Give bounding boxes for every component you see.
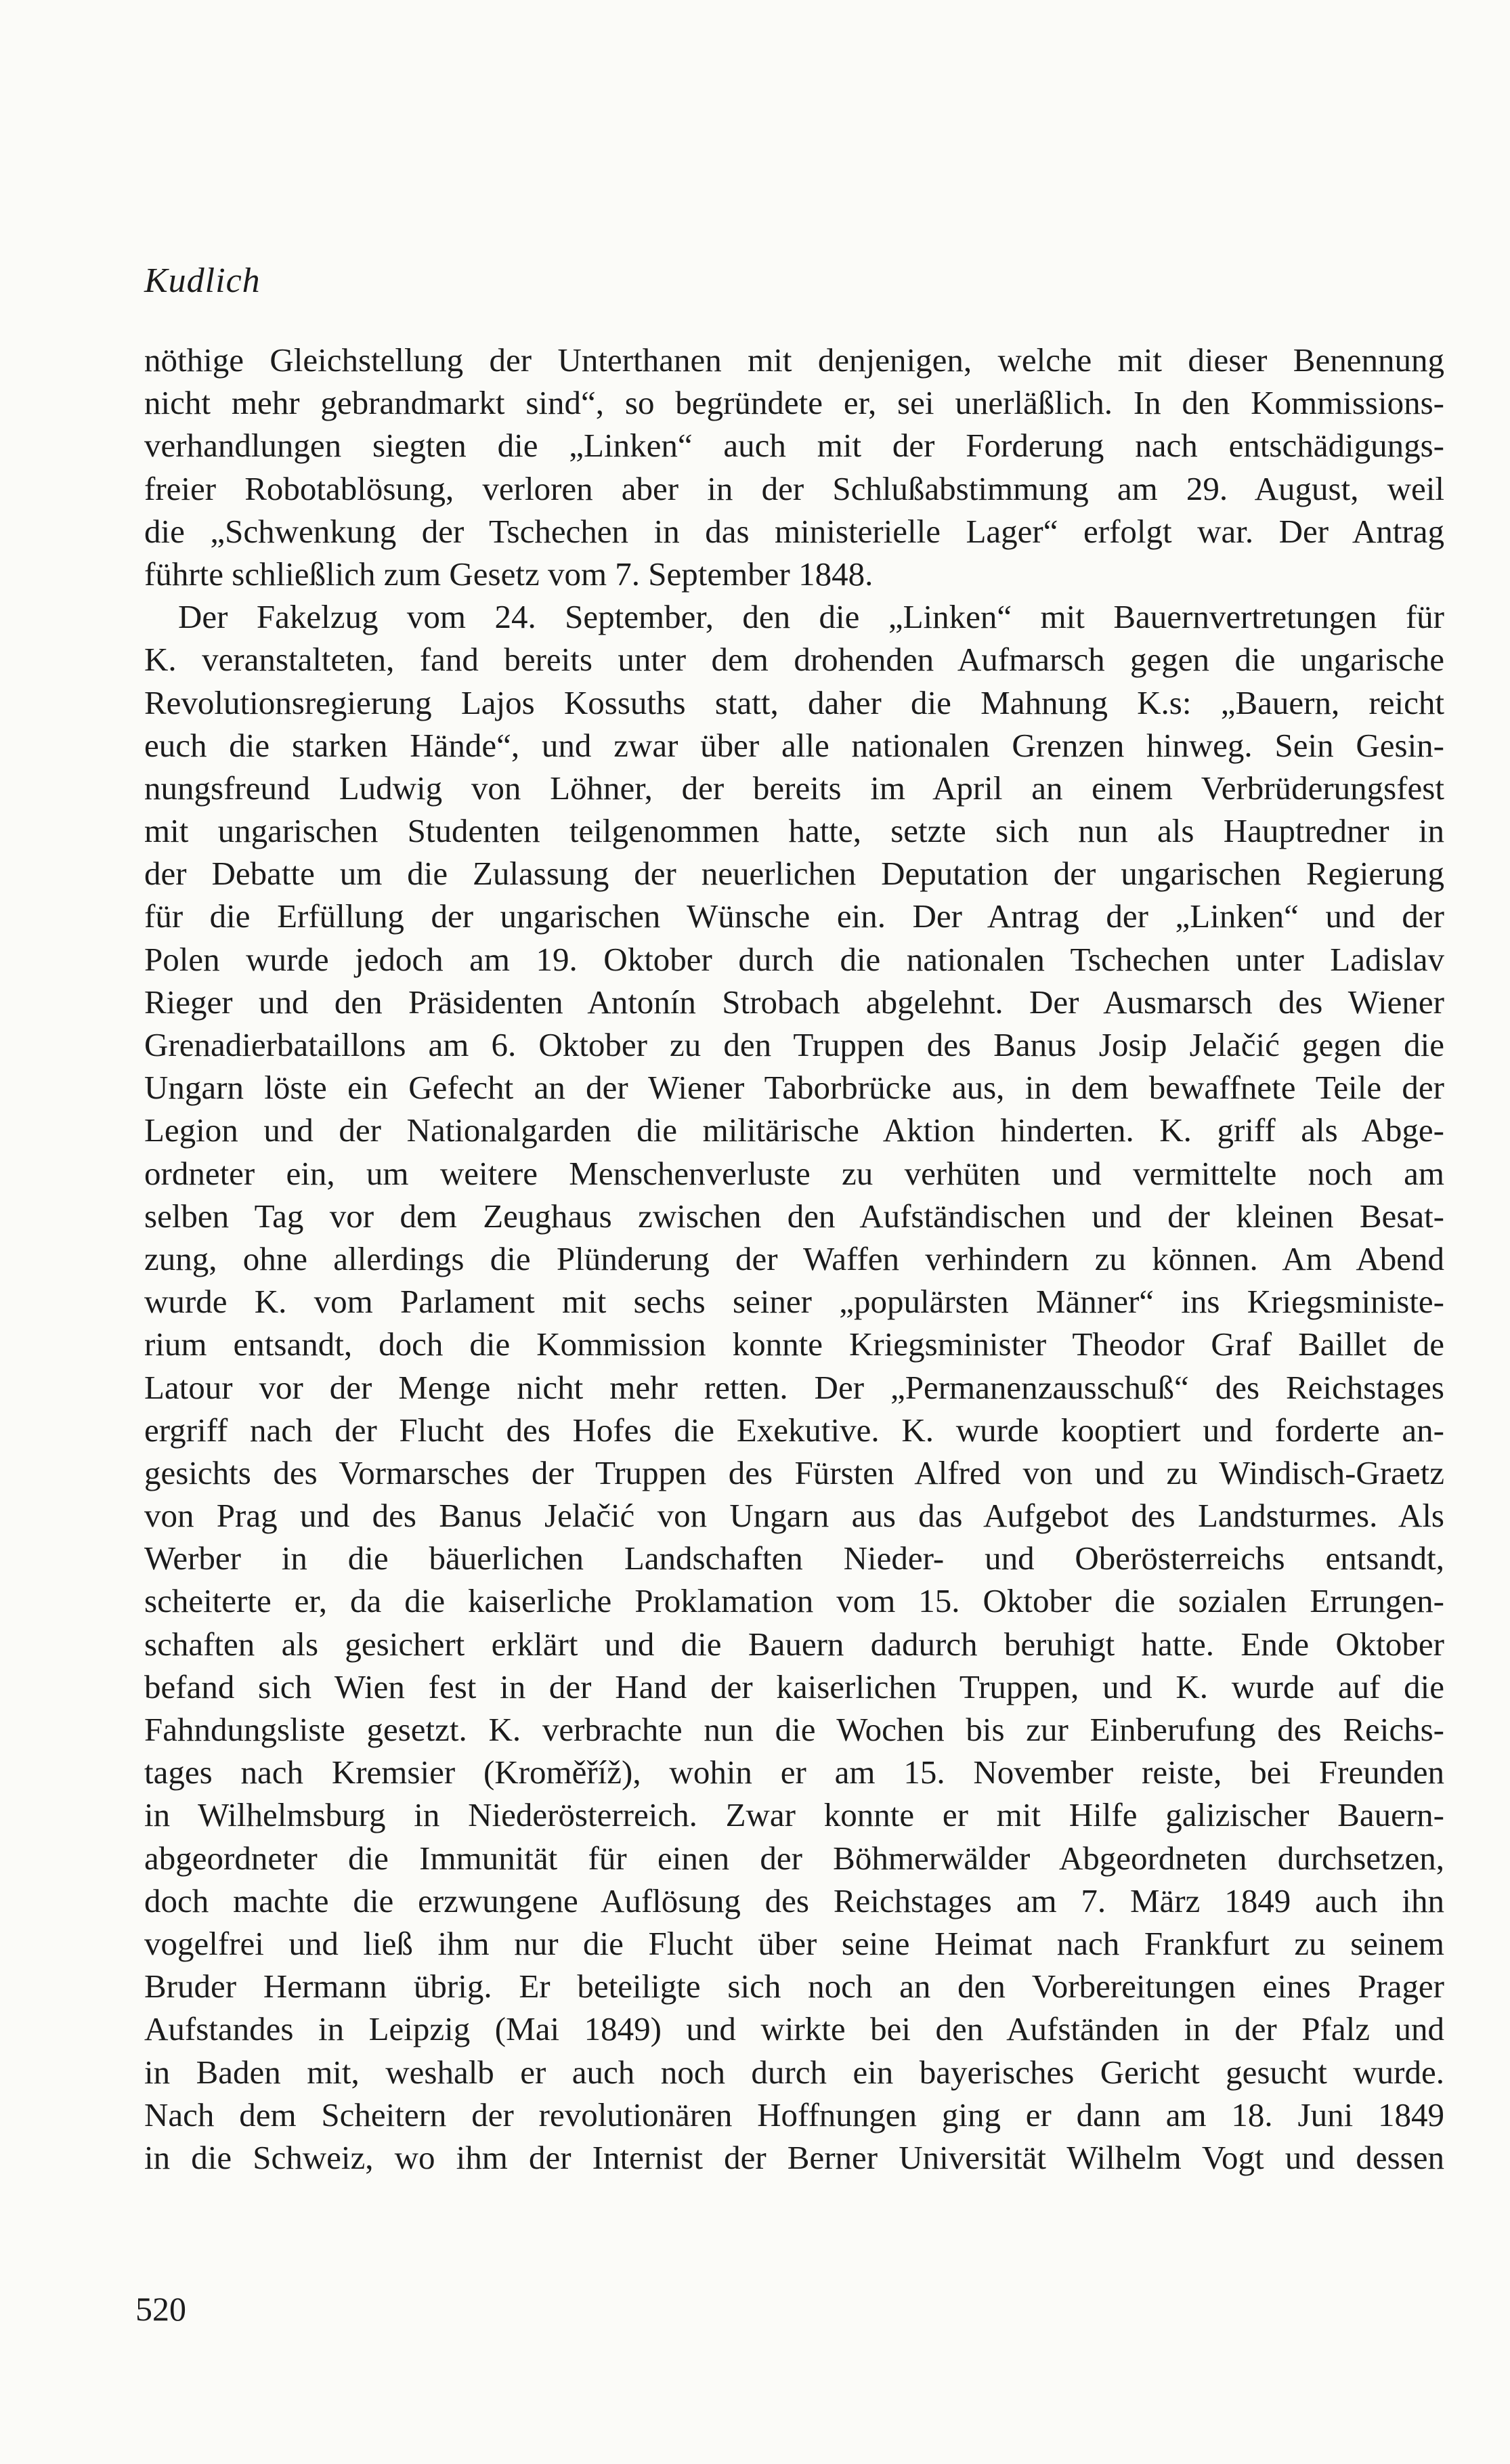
text-line: Ungarn löste ein Gefecht an der Wiener Taborbrücke aus, in dem bewaffnete Teile der [144,1069,1444,1107]
text-line: von Prag und des Banus Jelačić von Ungarn aus das Aufgebot des Landsturmes. Als [144,1497,1444,1535]
running-title: Kudlich [144,261,261,300]
text-line: in Baden mit, weshalb er auch noch durch ein bayerisches Gericht gesucht wurde. [144,2053,1444,2091]
text-line: befand sich Wien fest in der Hand der kaiserlichen Truppen, und K. wurde auf die [144,1668,1444,1705]
text-line: Latour vor der Menge nicht mehr retten. Der „Permanenzausschuß“ des Reichstages [144,1368,1444,1406]
text-line: rium entsandt, doch die Kommission konnte Kriegsminister Theodor Graf Baillet de [144,1325,1444,1363]
text-line: tages nach Kremsier (Kroměříž), wohin er am 15. November reiste, bei Freunden [144,1754,1444,1791]
text-line: nöthige Gleichstellung der Unterthanen mit denjenigen, welche mit dieser Benennung [144,341,1444,379]
text-line: Rieger und den Präsidenten Antonín Strobach abgelehnt. Der Ausmarsch des Wiener [144,983,1444,1021]
text-line: in Wilhelmsburg in Niederösterreich. Zwar konnte er mit Hilfe galizischer Bauern- [144,1796,1444,1834]
text-line: der Debatte um die Zulassung der neuerlichen Deputation der ungarischen Regierung [144,855,1444,893]
text-line: Werber in die bäuerlichen Landschaften Nieder- und Oberösterreichs entsandt, [144,1539,1444,1577]
text-line: führte schließlich zum Gesetz vom 7. September 1848. [144,555,873,593]
text-line: wurde K. vom Parlament mit sechs seiner „populärsten Männer“ ins Kriegsministe- [144,1283,1444,1321]
text-line: Legion und der Nationalgarden die militärische Aktion hinderten. K. griff als Abge- [144,1111,1444,1149]
text-line: gesichts des Vormarsches der Truppen des Fürsten Alfred von und zu Windisch-Graetz [144,1453,1444,1491]
text-line: zung, ohne allerdings die Plünderung der Waffen verhindern zu können. Am Abend [144,1239,1444,1277]
text-line: Bruder Hermann übrig. Er beteiligte sich noch an den Vorbereitungen eines Prager [144,1968,1444,2005]
text-line: freier Robotablösung, verloren aber in der Schlußabstimmung am 29. August, weil [144,469,1444,507]
text-line: nicht mehr gebrandmarkt sind“, so begründete er, sei unerläßlich. In den Kommissions- [144,384,1444,422]
text-line: K. veranstalteten, fand bereits unter dem drohenden Aufmarsch gegen die ungarische [144,641,1444,679]
text-line: scheiterte er, da die kaiserliche Proklamation vom 15. Oktober die sozialen Errungen- [144,1582,1444,1620]
text-line: Nach dem Scheitern der revolutionären Hoffnungen ging er dann am 18. Juni 1849 [144,2096,1444,2133]
text-line: Revolutionsregierung Lajos Kossuths statt, daher die Mahnung K.s: „Bauern, reicht [144,683,1444,721]
text-line: abgeordneter die Immunität für einen der Böhmerwälder Abgeordneten durchsetzen, [144,1839,1444,1877]
body-text [144,339,1444,2179]
text-line: die „Schwenkung der Tschechen in das ministerielle Lager“ erfolgt war. Der Antrag [144,512,1444,550]
paragraph-first-line: Der Fakelzug vom 24. September, den die „Linken“ mit Bauernvertretungen für [178,598,1444,636]
text-line: für die Erfüllung der ungarischen Wünsche ein. Der Antrag der „Linken“ und der [144,897,1444,935]
text-line: Aufstandes in Leipzig (Mai 1849) und wirkte bei den Aufständen in der Pfalz und [144,2010,1444,2048]
text-line: Fahndungsliste gesetzt. K. verbrachte nun die Wochen bis zur Einberufung des Reichs- [144,1711,1444,1748]
text-line: ordneter ein, um weitere Menschenverluste zu verhüten und vermittelte noch am [144,1154,1444,1192]
text-line: doch machte die erzwungene Auflösung des Reichstages am 7. März 1849 auch ihn [144,1882,1444,1919]
text-line: nungsfreund Ludwig von Löhner, der bereits im April an einem Verbrüderungsfest [144,769,1444,807]
text-line: Grenadierbataillons am 6. Oktober zu den Truppen des Banus Josip Jelačić gegen die [144,1026,1444,1063]
text-line: verhandlungen siegten die „Linken“ auch mit der Forderung nach entschädigungs- [144,427,1444,465]
text-line: ergriff nach der Flucht des Hofes die Exekutive. K. wurde kooptiert und forderte an- [144,1411,1444,1449]
page-number: 520 [135,2290,186,2328]
text-line: Polen wurde jedoch am 19. Oktober durch die nationalen Tschechen unter Ladislav [144,940,1444,978]
text-line: vogelfrei und ließ ihm nur die Flucht über seine Heimat nach Frankfurt zu seinem [144,1924,1444,1962]
text-line: euch die starken Hände“, und zwar über alle nationalen Grenzen hinweg. Sein Gesin- [144,726,1444,764]
text-line: in die Schweiz, wo ihm der Internist der Berner Universität Wilhelm Vogt und dessen [144,2138,1444,2176]
text-line: schaften als gesichert erklärt und die Bauern dadurch beruhigt hatte. Ende Oktober [144,1625,1444,1663]
text-line: selben Tag vor dem Zeughaus zwischen den Aufständischen und der kleinen Besat- [144,1197,1444,1235]
text-line: mit ungarischen Studenten teilgenommen hatte, setzte sich nun als Hauptredner in [144,812,1444,850]
